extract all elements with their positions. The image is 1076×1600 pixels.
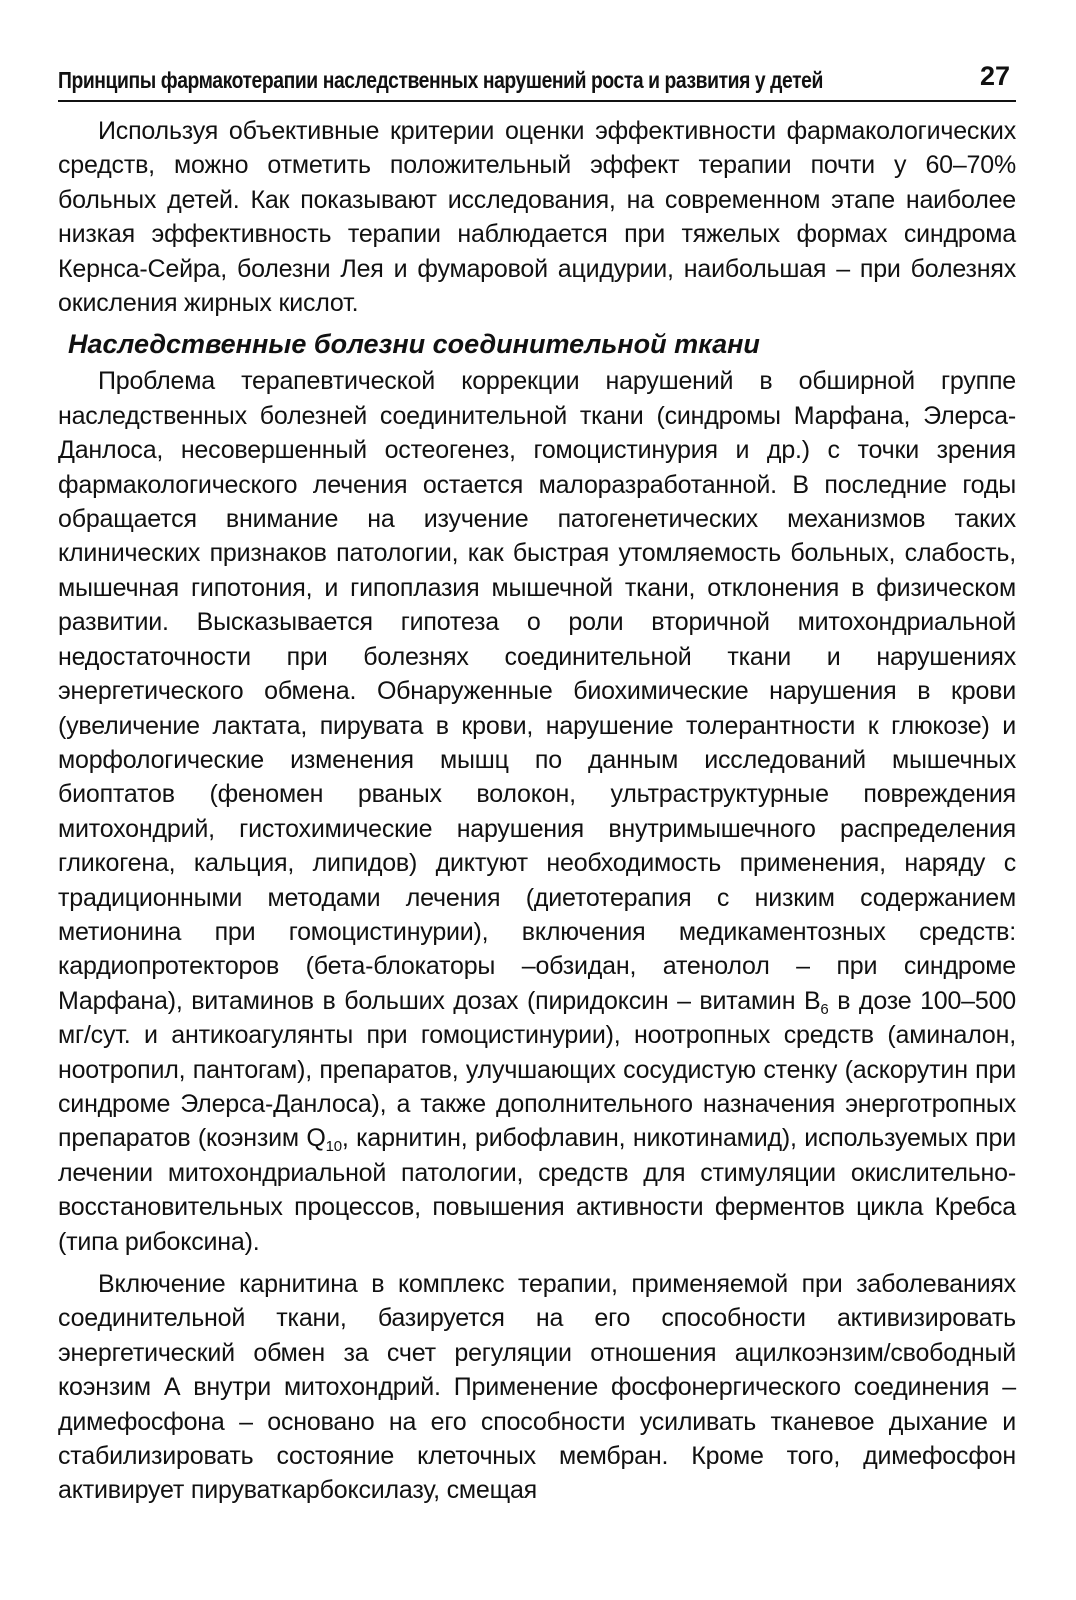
paragraph-text-part-3: , карнитин, рибофлавин, никотинамид), используемых при лечении митохондриальной патологии, средств для стимуляции окислительно-восстановительных процессов, повышения активности ферментов цикла Кребса (типа рибоксина). [58,1124,1016,1256]
subscript-b6: 6 [820,1000,829,1018]
paragraph-effectiveness: Используя объективные критерии оценки эффективности фармакологических средств, можно отметить положительный эффект терапии почти у 60–70% больных детей. Как показывают исследования, на современном этапе наиболее низкая эффективность терапии наблюдается при тяжелых формах синдрома Кернса-Сейра, болезни Лея и фумаровой ацидурии, наибольшая – при болезнях окисления жирных кислот. [58,117,1016,318]
running-header [58,52,1016,102]
paragraph-carnitine: Включение карнитина в комплекс терапии, применяемой при заболеваниях соединительной ткани, базируется на его способности активизировать энергетический обмен за счет регуляции отношения ацилкоэнзим/свободный коэнзим А внутри митохондрий. Применение фосфонергического соединения – димефосфона – основано на его способности усиливать тканевое дыхание и стабилизировать состояние клеточных мембран. Кроме того, димефосфон активирует пируваткарбоксилазу, смещая [58,1270,1016,1505]
book-page [58,52,1016,1508]
subscript-q10: 10 [325,1138,342,1156]
paragraph-text-part-1: Проблема терапевтической коррекции нарушений в обширной группе наследственных болезней соединительной ткани (синдромы Марфана, Элерса-Данлоса, несовершенный остеогенез, гомоцистинурия и др.) с точки зрения фармакологического лечения остается малоразработанной. В последние годы обращается внимание на изучение патогенетических механизмов таких клинических признаков патологии, как быстрая утомляемость больных, слабость, мышечная гипотония, и гипоплазия мышечной ткани, отклонения в физическом развитии. Высказывается гипотеза о роли вторичной митохондриальной недостаточности при болезнях соединительной ткани и нарушениях энергетического обмена. Обнаруженные биохимические нарушения в крови (увеличение лактата, пирувата в крови, нарушение толерантности к глюкозе) и морфологические изменения мышц по данным исследований мышечных биоптатов (феномен рваных волокон, ультраструктурные повреждения митохондрий, гистохимические нарушения внутримышечного распределения гликогена, кальция, липидов) диктуют необходимость применения, наряду с традиционными методами лечения (диетотерапия с низким содержанием метионина при гомоцистинурии), включения медикаментозных средств: кардиопротекторов (бета-блокаторы –обзидан, атенолол – при синдроме Марфана), витаминов в больших дозах (пиридоксин – витамин B [58,367,1016,1015]
running-title: Принципы фармакотерапии наследственных нарушений роста и развития у детей [58,67,823,93]
paragraph-connective-tissue [58,364,1016,1259]
page-number: 27 [979,61,1010,91]
section-heading: Наследственные болезни соединительной ткани [68,329,760,360]
paragraph-text-part-2: в дозе 100–500 мг/сут. и антикоагулянты при гомоцистинурии), ноотропных средств (аминалон, ноотропил, пантогам), препаратов, улучшающих сосудистую стенку (аскорутин при синдроме Элерса-Данлоса), а также дополнительного назначения энерготропных препаратов (коэнзим Q [58,986,1016,1153]
